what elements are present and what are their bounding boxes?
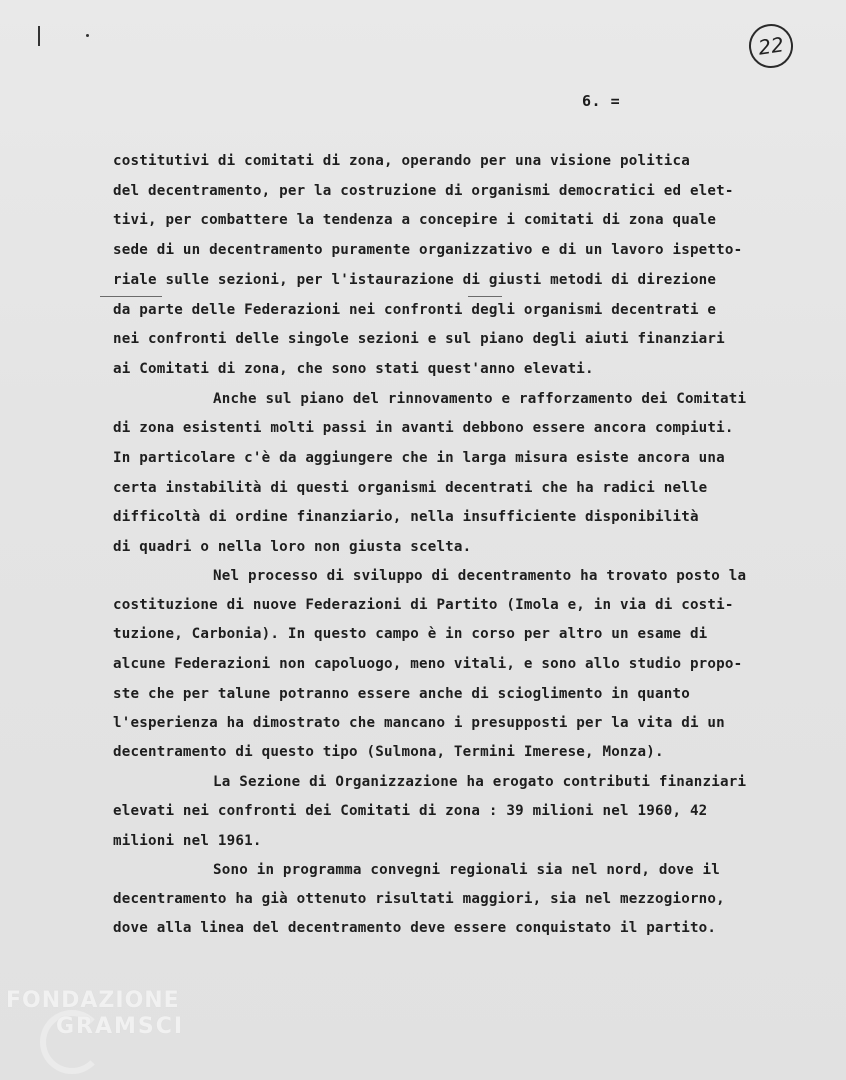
text-line: difficoltà di ordine finanziario, nella insufficiente disponibilità: [113, 509, 699, 525]
text-line: tivi, per combattere la tendenza a concepire i comitati di zona quale: [113, 212, 717, 228]
text-line: alcune Federazioni non capoluogo, meno vitali, e sono allo studio propo-: [113, 656, 743, 672]
text-line: La Sezione di Organizzazione ha erogato contributi finanziari: [213, 774, 747, 790]
fondazione-gramsci-logo: [6, 988, 226, 1068]
text-line: l'esperienza ha dimostrato che mancano i presupposti per la vita di un: [113, 715, 725, 731]
logo-text-top: FONDAZIONE: [6, 988, 180, 1013]
handwritten-folio-number: 22: [746, 21, 796, 71]
text-line: dove alla linea del decentramento deve essere conquistato il partito.: [113, 920, 717, 936]
text-line: costitutivi di comitati di zona, operando per una visione politica: [113, 153, 690, 169]
text-line: Nel processo di sviluppo di decentramento ha trovato posto la: [213, 568, 747, 584]
text-line: di quadri o nella loro non giusta scelta.: [113, 539, 472, 555]
text-line: Anche sul piano del rinnovamento e rafforzamento dei Comitati: [213, 391, 747, 407]
scan-mark: [38, 26, 40, 46]
text-line: elevati nei confronti dei Comitati di zona : 39 milioni nel 1960, 42: [113, 803, 708, 819]
text-line: ste che per talune potranno essere anche di scioglimento in quanto: [113, 686, 690, 702]
text-line: In particolare c'è da aggiungere che in larga misura esiste ancora una: [113, 450, 725, 466]
text-line: milioni nel 1961.: [113, 833, 262, 849]
text-line: decentramento di questo tipo (Sulmona, Termini Imerese, Monza).: [113, 744, 664, 760]
page-number: 6. =: [582, 92, 621, 110]
logo-text-bottom: GRAMSCI: [56, 1014, 185, 1039]
text-line: ai Comitati di zona, che sono stati quest'anno elevati.: [113, 361, 594, 377]
text-line: da parte delle Federazioni nei confronti degli organismi decentrati e: [113, 302, 717, 318]
pencil-underline: [100, 296, 162, 297]
text-line: del decentramento, per la costruzione di organismi democratici ed elet-: [113, 183, 734, 199]
text-line: Sono in programma convegni regionali sia nel nord, dove il: [213, 862, 721, 878]
text-line: sede di un decentramento puramente organizzativo e di un lavoro ispetto-: [113, 242, 743, 258]
text-line: tuzione, Carbonia). In questo campo è in corso per altro un esame di: [113, 626, 708, 642]
text-line: costituzione di nuove Federazioni di Partito (Imola e, in via di costi-: [113, 597, 734, 613]
pencil-underline: [468, 296, 502, 297]
text-line: riale sulle sezioni, per l'istaurazione di giusti metodi di direzione: [113, 272, 717, 288]
text-line: decentramento ha già ottenuto risultati maggiori, sia nel mezzogiorno,: [113, 891, 725, 907]
text-line: nei confronti delle singole sezioni e sul piano degli aiuti finanziari: [113, 331, 725, 347]
text-line: di zona esistenti molti passi in avanti debbono essere ancora compiuti.: [113, 420, 734, 436]
text-line: certa instabilità di questi organismi decentrati che ha radici nelle: [113, 480, 708, 496]
scan-mark: [86, 34, 89, 37]
